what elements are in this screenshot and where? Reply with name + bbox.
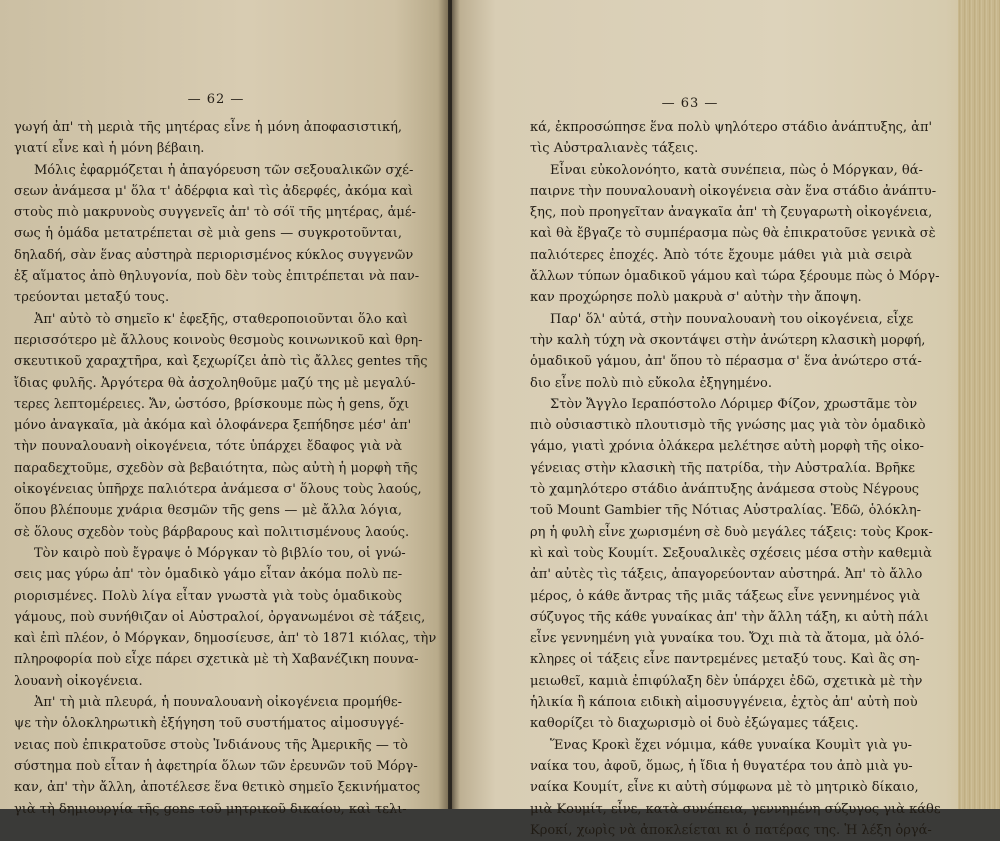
text-line: διο εἶνε πολὺ πιὸ εὔκολα ἐξηγημένο. [530,375,772,391]
text-line: σὲ ὅλους σχεδὸν τοὺς βάρβαρους καὶ πολιτισμένους λαούς. [14,524,410,540]
text-line: ρη ἡ φυλὴ εἶνε χωρισμένη σὲ δυὸ μεγάλες τάξεις: τοὺς Κροκ- [530,524,933,540]
text-line: λουανὴ οἰκογένεια. [14,673,143,689]
text-line: πληροφορία ποὺ εἶχε πάρει σχετικὰ μὲ τὴ Χαβανέζικη πουνα- [14,652,419,668]
book-spine [438,0,460,809]
text-line: καὶ θὰ ἔβγαζε τὸ συμπέρασμα πὼς θὰ ἐπικρατοῦσε γενικὰ σὲ [530,226,936,242]
text-line: παλιότερες ἐποχές. Ἀπὸ τότε ἔχουμε μάθει γιὰ μιὰ σειρὰ [530,247,912,263]
right-page-text [530,117,941,841]
text-line: γωγή ἀπ' τὴ μεριὰ τῆς μητέρας εἶνε ἡ μόνη ἀποφασιστική, [14,120,402,135]
text-line: παιρνε τὴν πουναλουανὴ οἰκογένεια σὰν ἕνα στάδιο ἀνάπτυ- [530,183,937,199]
text-line: σύστημα ποὺ εἶταν ἡ ἀφετηρία ὅλων τῶν ἐρευνῶν τοῦ Μόργ- [14,758,418,774]
text-line: γένειας στὴν κλασικὴ τῆς πατρίδα, τὴν Αὐστραλία. Βρῆκε [530,460,916,476]
text-line: καν προχώρησε πολὺ μακρυὰ σ' αὐτὴν τὴν ἄποψη. [530,290,862,306]
text-line: ἄλλων τύπων ὁμαδικοῦ γάμου καὶ τώρα ξέρουμε πὼς ὁ Μόργ- [530,269,940,285]
text-line: ἐξ αἵματος ἀπὸ θηλυγονία, ποὺ δὲν τοὺς ἐπιτρέπεται νὰ παν- [14,269,420,285]
text-line: ὅπου βλέπουμε χνάρια θεσμῶν τῆς gens — μὲ ἄλλα λόγια, [14,503,402,519]
text-line: τοῦ Mount Gambier τῆς Νότιας Αὐστραλίας. Ἐδῶ, ὁλόκλη- [530,503,922,519]
text-line: δηλαδή, σὰν ἕνας αὐστηρὰ περιορισμένος κύκλος συγγενῶν [14,247,414,263]
text-line: κά, ἐκπροσώπησε ἕνα πολὺ ψηλότερο στάδιο ἀνάπτυξης, ἀπ' [530,120,933,135]
text-line: καν, ἀπ' τὴν ἄλλη, ἀποτέλεσε ἕνα θετικὸ σημεῖο ξεκινήματος [14,780,421,796]
text-line: σως ἡ ὁμάδα μετατρέπεται σὲ μιὰ gens — συγκροτοῦνται, [14,226,402,242]
text-line: τρεύονται μεταξύ τους. [14,290,170,306]
text-line: ἀπ' αὐτὲς τὶς τάξεις, ἀπαγορεύονταν αὐστηρά. Ἀπ' τὸ ἄλλο [530,567,923,583]
text-line: ἴδιας φυλῆς. Ἀργότερα θὰ ἀσχοληθοῦμε μαζύ της μὲ μεγαλύ- [14,375,416,391]
left-page [0,0,448,817]
right-page-number: — 63 — [661,96,719,111]
text-line: στοὺς πιὸ μακρυνοὺς συγγενεῖς ἀπ' τὸ σόϊ τῆς μητέρας, ἀμέ- [14,205,416,221]
text-line: γιὰ τὴ δημιουργία τῆς gens τοῦ μητρικοῦ δικαίου, καὶ τελι- [14,801,407,817]
text-line: μέρος, ὁ κάθε ἄντρας τῆς μιᾶς τάξεως εἶνε γεννημένος γιὰ [530,588,921,604]
text-line: Ἕνας Κροκὶ ἔχει νόμιμα, κάθε γυναίκα Κουμὶτ γιὰ γυ- [550,737,912,753]
text-line: οἰκογένειας ὑπῆρχε παλιότερα ἀνάμεσα σ' ὅλους τοὺς λαούς, [14,482,422,498]
text-line: ριορισμένες. Πολὺ λίγα εἶταν γνωστὰ γιὰ τοὺς ὁμαδικοὺς [14,588,402,604]
text-line: μειωθεῖ, καμιὰ ἐπιφύλαξη δὲν ὑπάρχει ἐδῶ, σχετικὰ μὲ τὴν [530,673,923,689]
text-line: σκευτικοῦ χαραχτῆρα, καὶ ξεχωρίζει ἀπὸ τὶς ἄλλες gentes τῆς [14,354,428,370]
text-line: νειας ποὺ ἐπικρατοῦσε στοὺς Ἰνδιάνους τῆς Ἀμερικῆς — τὸ [14,737,408,753]
text-line: τὸ χαμηλότερο στάδιο ἀνάπτυξης ἀνάμεσα στοὺς Νέγρους [530,482,919,498]
text-line: Στὸν Ἄγγλο Ιεραπόστολο Λόριμερ Φίζον, χρωστᾶμε τὸν [550,396,918,412]
text-line: τὶς Αὐστραλιανὲς τάξεις. [530,141,699,157]
text-line: παραδεχτοῦμε, σχεδὸν σὰ βεβαιότητα, πὼς αὐτὴ ἡ μορφὴ τῆς [14,460,418,476]
text-line: Τὸν καιρὸ ποὺ ἔγραψε ὁ Μόργκαν τὸ βιβλίο του, οἱ γνώ- [34,545,406,561]
text-line: γάμους, ποὺ συνήθιζαν οἱ Αὐστραλοί, ὀργανωμένοι σὲ τάξεις, [14,609,426,625]
text-line: εἶνε γεννημένη γιὰ γυναίκα του. Ὄχι πιὰ τὰ ἄτομα, μὰ ὁλό- [530,631,925,647]
text-line: περισσότερο μὲ ἄλλους κοινοὺς θεσμοὺς κοινωνικοῦ καὶ θρη- [14,332,423,348]
text-line: κὶ καὶ τοὺς Κουμίτ. Σεξουαλικὲς σχέσεις μέσα στὴν καθεμιὰ [530,545,932,561]
text-line: πιὸ οὐσιαστικὸ πλουτισμὸ τῆς γνώσης μας γιὰ τὸν ὁμαδικὸ [530,418,926,434]
text-line: κληρες οἱ τάξεις εἶνε παντρεμένες μεταξύ τους. Καὶ ἂς ση- [530,652,920,668]
text-line: τερες λεπτομέρειες. Ἄν, ὡστόσο, βρίσκουμε πὼς ἡ gens, ὄχι [14,396,410,412]
text-line: μιὰ Κουμίτ, εἶνε, κατὰ συνέπεια, γεννημένη σύζυγος γιὰ κάθε [530,801,941,817]
text-line: Παρ' ὅλ' αὐτά, στὴν πουναλουανὴ του οἰκογένεια, εἶχε [550,311,914,327]
text-line: ψε τὴν ὁλοκληρωτικὴ ἐξήγηση τοῦ συστήματος αἱμοσυγγέ- [14,716,404,732]
text-line: τὴν καλὴ τύχη νὰ σκοντάψει στὴν ἀνώτερη κλασικὴ μορφή, [530,332,926,348]
right-page [452,0,1000,838]
text-line: σύζυγος τῆς κάθε γυναίκας ἀπ' τὴν ἄλλη τάξη, κι αὐτὴ πάλι [530,609,929,625]
text-line: ναίκα Κουμίτ, εἶνε κι αὐτὴ σύμφωνα μὲ τὸ μητρικὸ δίκαιο, [530,780,919,796]
left-page-number: — 62 — [187,92,245,107]
text-line: Ἀπ' αὐτὸ τὸ σημεῖο κ' ἐφεξῆς, σταθεροποιοῦνται ὅλο καὶ [34,311,408,327]
text-line: ναίκα του, ἀφοῦ, ὅμως, ἡ ἴδια ἡ θυγατέρα του ἀπὸ μιὰ γυ- [530,758,913,774]
text-line: Εἶναι εὐκολονόητο, κατὰ συνέπεια, πὼς ὁ Μόργκαν, θά- [550,162,923,178]
text-line: σεις μας γύρω ἀπ' τὸν ὁμαδικὸ γάμο εἶταν ἀκόμα πολὺ πε- [14,567,403,583]
text-line: καὶ ἐπὶ πλέον, ὁ Μόργκαν, δημοσίευσε, ἀπ' τὸ 1871 κιόλας, τὴν [14,631,437,647]
text-line: καθορίζει τὸ διαχωρισμὸ οἱ δυὸ ἐξώγαμες τάξεις. [530,716,859,732]
left-page-text [14,117,437,820]
text-line: μόνο ἀναγκαῖα, μὰ ἀκόμα καὶ ὁλοφάνερα ξεπήδησε μέσ' ἀπ' [14,418,412,434]
text-line: γάμο, γιατὶ χρόνια ὁλάκερα μελέτησε αὐτὴ μορφὴ τῆς οἰκο- [530,439,924,455]
page-edges [958,0,1000,809]
text-line: ξης, ποὺ προηγεῖταν ἀναγκαῖα ἀπ' τὴ ζευγαρωτὴ οἰκογένεια, [530,205,933,221]
text-line: Μόλις ἐφαρμόζεται ἡ ἀπαγόρευση τῶν σεξουαλικῶν σχέ- [34,162,414,178]
text-line: τὴν πουναλουανὴ οἰκογένεια, τότε ὑπάρχει ἔδαφος γιὰ νὰ [14,439,402,455]
text-line: σεων ἀνάμεσα μ' ὅλα τ' ἀδέρφια καὶ τὶς ἀδερφές, ἀκόμα καὶ [14,183,414,199]
text-line: γιατί εἶνε καὶ ἡ μόνη βέβαιη. [14,141,205,157]
text-line: Ἀπ' τὴ μιὰ πλευρά, ἡ πουναλουανὴ οἰκογένεια προμήθε- [34,695,402,711]
text-line: ὁμαδικοῦ γάμου, ἀπ' ὅπου τὸ πέρασμα σ' ἕνα ἀνώτερο στά- [530,354,922,370]
text-line: ἡλικία ἢ κάποια ειδικὴ αἱμοσυγγένεια, ἐχτὸς ἀπ' αὐτὴ ποὺ [530,695,918,711]
text-line: Κροκί, χωρὶς νὰ ἀποκλείεται κι ὁ πατέρας της. Ἡ λέξη ὀργά- [530,822,932,838]
